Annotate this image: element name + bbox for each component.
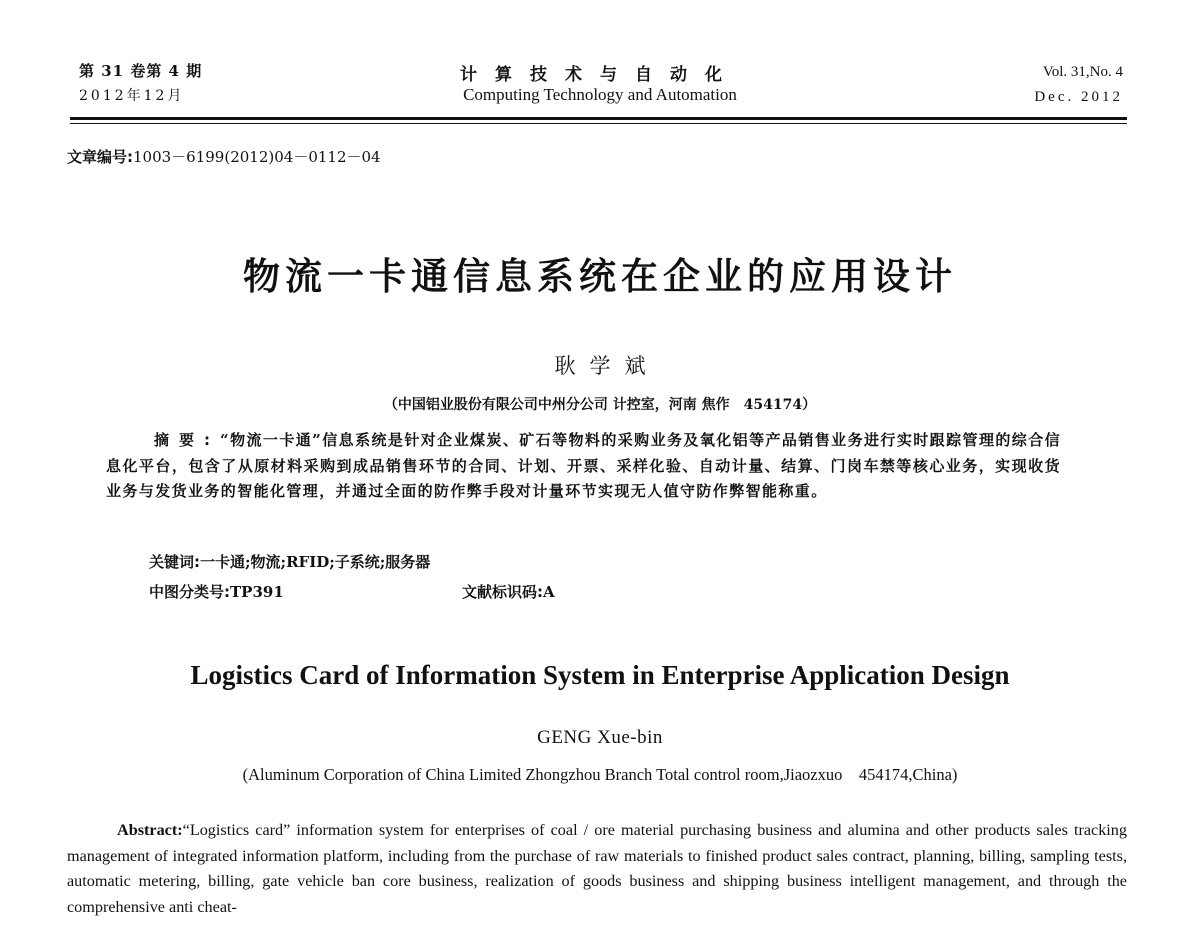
journal-name-en: Computing Technology and Automation <box>463 85 737 104</box>
keywords-cn-text: 一卡通;物流;RFID;子系统;服务器 <box>200 553 431 571</box>
journal-date-cn: 2012年12月 <box>79 88 185 104</box>
journal-date-en: Dec. 2012 <box>1034 89 1123 105</box>
journal-volume-en: Vol. 31,No. 4 <box>1042 64 1123 80</box>
classification-value: TP391 <box>230 583 284 601</box>
document-code <box>462 581 555 602</box>
article-number-value: 1003－6199(2012)04－0112－04 <box>133 148 381 166</box>
keywords-cn-label: 关键词: <box>149 553 200 571</box>
author-cn: 耿学斌 <box>554 354 660 378</box>
affiliation-en: (Aluminum Corporation of China Limited Zhongzhou Branch Total control room,Jiaozxuo 454174,China) <box>242 765 958 784</box>
article-number <box>67 146 381 167</box>
classification <box>149 581 284 602</box>
header-rule-thin <box>70 123 1127 124</box>
journal-name-cn: 计算技术与自动化 <box>460 65 740 85</box>
paper-title-cn: 物流一卡通信息系统在企业的应用设计 <box>243 255 957 298</box>
journal-volume-cn: 第 31 卷第 4 期 <box>79 62 203 80</box>
abstract-cn-text: “物流一卡通”信息系统是针对企业煤炭、矿石等物料的采购业务及氧化铝等产品销售业务进行实时跟踪管理的综合信息化平台，包含了从原材料采购到成品销售环节的合同、计划、开票、采样化验、自动计量、结算、门岗车禁等核心业务，实现收货业务与发货业务的智能化管理，并通过全面的防作弊手段对计量环节实现无人值守防作弊智能称重。 <box>106 431 1062 500</box>
abstract-en-text: “Logistics card” information system for enterprises of coal / ore material purchasing business and alumina and other products sales tracking management of integrated information platform, including from the purchase of raw materials to finished product sales contract, planning, billing, sampling tests, automatic metering, billing, gate vehicle ban core business, realization of goods business and shipping business intelligent management, and through the comprehensive anti cheat- <box>67 821 1127 916</box>
abstract-cn <box>106 428 1061 505</box>
keywords-cn <box>149 551 430 572</box>
affiliation-cn: （中国铝业股份有限公司中州分公司 计控室，河南 焦作 454174） <box>383 397 817 413</box>
article-number-label: 文章编号: <box>67 148 133 166</box>
document-code-value: A <box>543 583 555 601</box>
abstract-en-label: Abstract: <box>117 821 183 839</box>
abstract-cn-label: 摘要: <box>154 431 221 449</box>
paper-title-en: Logistics Card of Information System in Enterprise Application Design <box>190 660 1010 690</box>
author-en: GENG Xue-bin <box>537 727 663 748</box>
document-code-label: 文献标识码: <box>462 583 543 601</box>
header-rule-thick <box>70 117 1127 120</box>
classification-label: 中图分类号: <box>149 583 230 601</box>
abstract-en <box>67 818 1127 920</box>
